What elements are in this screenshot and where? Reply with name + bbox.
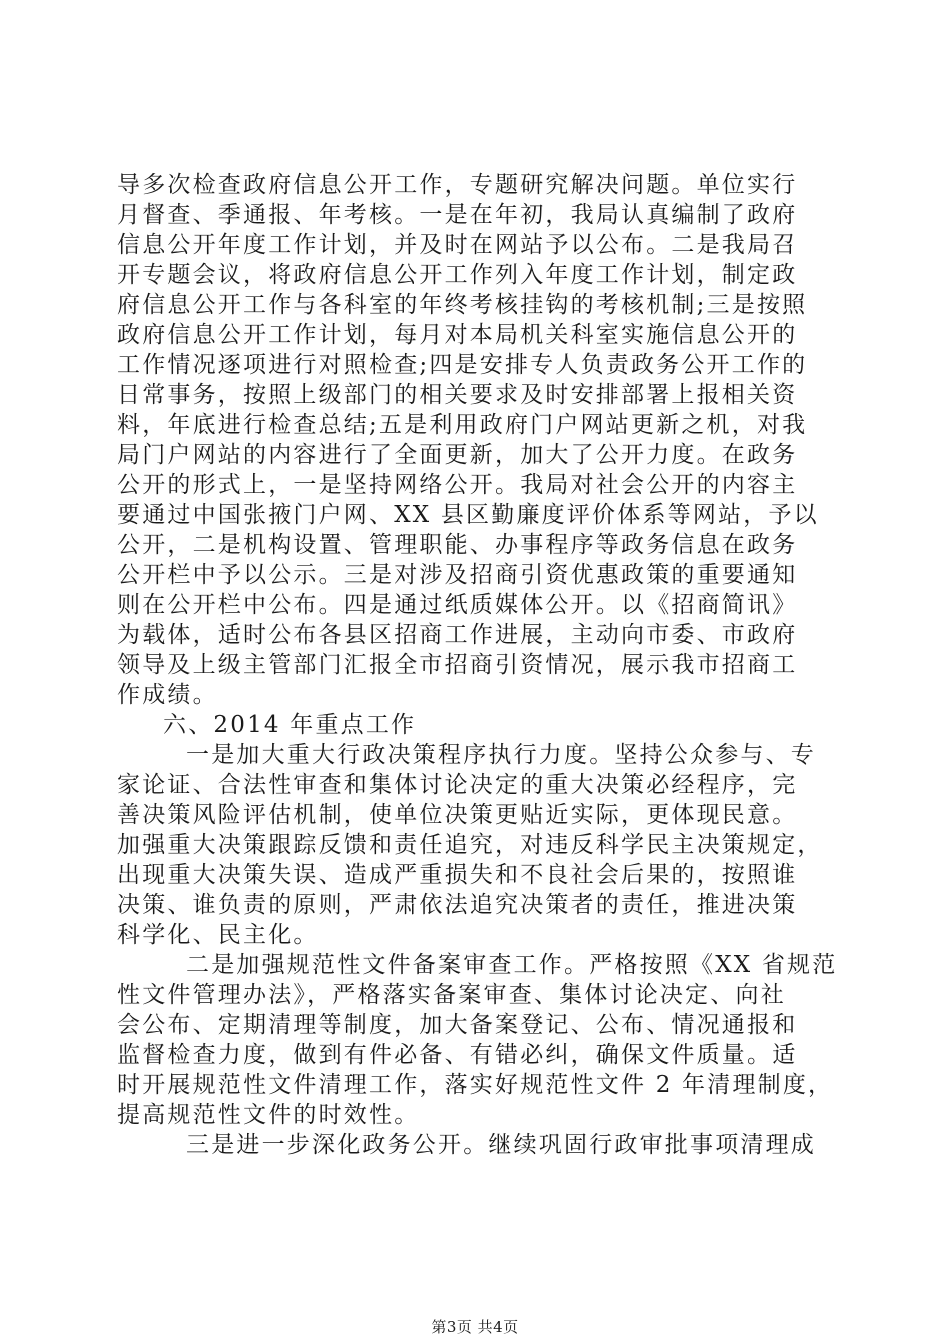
text-line: 为载体，适时公布各县区招商工作进展，主动向市委、市政府 [117,622,798,648]
text-line: 善决策风险评估机制，使单位决策更贴近实际，更体现民意。 [117,802,798,828]
text-line: 会公布、定期清理等制度，加大备案登记、公布、情况通报和 [117,1012,798,1038]
text-line: 公开栏中予以公示。三是对涉及招商引资优惠政策的重要通知 [117,562,798,588]
text-line: 政府信息公开工作计划，每月对本局机关科室实施信息公开的 [117,322,798,348]
text-line: 监督检查力度，做到有件必备、有错必纠，确保文件质量。适 [117,1042,798,1068]
text-line: 料，年底进行检查总结;五是利用政府门户网站更新之机，对我 [117,412,808,438]
text-line: 开专题会议，将政府信息公开工作列入年度工作计划，制定政 [117,262,798,288]
text-line: 局门户网站的内容进行了全面更新，加大了公开力度。在政务 [117,442,798,468]
body-text [117,170,837,1160]
text-line: 信息公开年度工作计划，并及时在网站予以公布。二是我局召 [117,232,798,258]
paragraph-start-line: 二是加强规范性文件备案审查工作。严格按照《XX 省规范 [186,952,838,978]
text-line: 导多次检查政府信息公开工作，专题研究解决问题。单位实行 [117,172,798,198]
text-line: 决策、谁负责的原则，严肃依法追究决策者的责任，推进决策 [117,892,798,918]
text-line: 日常事务，按照上级部门的相关要求及时安排部署上报相关资 [117,382,798,408]
text-line: 要通过中国张掖门户网、XX 县区勤廉度评价体系等网站，予以 [117,502,819,528]
text-line: 公开的形式上，一是坚持网络公开。我局对社会公开的内容主 [117,472,798,498]
text-line: 家论证、合法性审查和集体讨论决定的重大决策必经程序，完 [117,772,798,798]
text-line: 工作情况逐项进行对照检查;四是安排专人负责政务公开工作的 [117,352,808,378]
paragraph-start-line: 一是加大重大行政决策程序执行力度。坚持公众参与、专 [186,742,816,768]
text-line: 加强重大决策跟踪反馈和责任追究，对违反科学民主决策规定， [117,832,823,858]
text-line: 府信息公开工作与各科室的年终考核挂钩的考核机制;三是按照 [117,292,808,318]
text-line: 作成绩。 [117,682,218,708]
text-line: 公开，二是机构设置、管理职能、办事程序等政务信息在政务 [117,532,798,558]
text-line: 领导及上级主管部门汇报全市招商引资情况，展示我市招商工 [117,652,798,678]
text-line: 时开展规范性文件清理工作，落实好规范性文件 2 年清理制度， [117,1072,834,1098]
text-line: 出现重大决策失误、造成严重损失和不良社会后果的，按照谁 [117,862,798,888]
section-heading: 六、2014 年重点工作 [163,712,417,738]
text-line: 性文件管理办法》，严格落实备案审查、集体讨论决定、向社 [117,982,786,1008]
text-line: 则在公开栏中公布。四是通过纸质媒体公开。以《招商简讯》 [117,592,798,618]
text-line: 科学化、民主化。 [117,922,319,948]
paragraph-start-line: 三是进一步深化政务公开。继续巩固行政审批事项清理成 [186,1132,816,1158]
text-line: 月督查、季通报、年考核。一是在年初，我局认真编制了政府 [117,202,798,228]
text-line: 提高规范性文件的时效性。 [117,1102,420,1128]
page-footer: 第3页 共4页 [431,1318,519,1336]
